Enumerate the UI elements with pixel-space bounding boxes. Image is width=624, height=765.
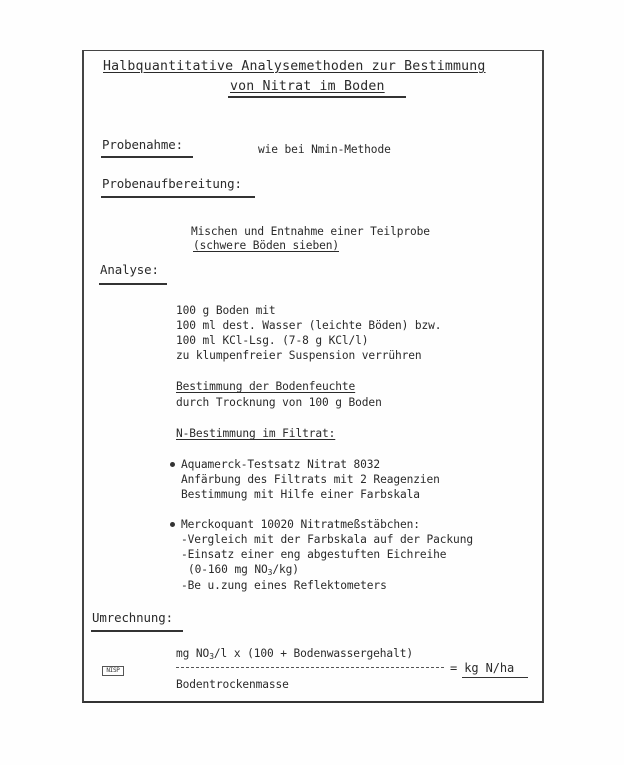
bodenfeuchte-heading: Bestimmung der Bodenfeuchte: [176, 380, 356, 393]
analyse-line-2: 100 ml dest. Wasser (leichte Böden) bzw.: [176, 319, 442, 332]
document-title-line1: Halbquantitative Analysemethoden zur Bestimmung: [103, 59, 486, 74]
method2-line-1: Merckoquant 10020 Nitratmeßstäbchen:: [181, 518, 420, 531]
method1-line-2: Anfärbung des Filtrats mit 2 Reagenzien: [181, 473, 440, 486]
formula-result: = kg N/ha: [450, 661, 515, 675]
formula-numerator: [176, 648, 413, 661]
filtrat-heading: N-Bestimmung im Filtrat:: [176, 427, 336, 440]
probenahme-text: wie bei Nmin-Methode: [258, 143, 391, 156]
title-underline: [228, 96, 406, 98]
umrechnung-underline: [91, 630, 183, 632]
result-underline: [462, 677, 528, 678]
method2-line-4: [188, 564, 299, 577]
method2-line-5: -Be u.zung eines Reflektometers: [181, 579, 387, 592]
analyse-heading: Analyse:: [100, 262, 159, 277]
formula-denominator: Bodentrockenmasse: [176, 678, 289, 691]
method1-line-3: Bestimmung mit Hilfe einer Farbskala: [181, 488, 420, 501]
method2-line-4-pre: (0-160 mg NO: [188, 563, 268, 576]
bodenfeuchte-text: durch Trocknung von 100 g Boden: [176, 396, 382, 409]
numerator-post: /l x (100 + Bodenwassergehalt): [213, 647, 413, 660]
method2-line-4-sub: 3: [267, 568, 273, 577]
bullet-icon: [170, 462, 175, 467]
fraction-line: [176, 667, 444, 668]
stamp-logo: NISP: [102, 666, 124, 676]
analyse-underline: [99, 283, 167, 285]
analyse-line-4: zu klumpenfreier Suspension verrühren: [176, 349, 422, 362]
analyse-line-1: 100 g Boden mit: [176, 304, 276, 317]
bullet-icon: [170, 522, 175, 527]
numerator-sub: 3: [209, 652, 214, 661]
method1-line-1: Aquamerck-Testsatz Nitrat 8032: [181, 458, 381, 471]
probenahme-underline: [101, 156, 193, 158]
probenaufbereitung-heading: Probenaufbereitung:: [102, 176, 242, 191]
analyse-line-3: 100 ml KCl-Lsg. (7-8 g KCl/l): [176, 334, 369, 347]
probenaufbereitung-line1: Mischen und Entnahme einer Teilprobe: [191, 225, 430, 238]
umrechnung-heading: Umrechnung:: [92, 610, 173, 625]
method2-line-3: -Einsatz einer eng abgestuften Eichreihe: [181, 548, 447, 561]
probenaufbereitung-line2: (schwere Böden sieben): [193, 239, 339, 252]
document-title-line2: von Nitrat im Boden: [230, 79, 385, 94]
probenahme-heading: Probenahme:: [102, 137, 183, 152]
numerator-pre: mg NO: [176, 647, 210, 660]
method2-line-4-tail: /kg): [272, 563, 299, 576]
probenaufbereitung-underline: [101, 196, 255, 198]
method2-line-2: -Vergleich mit der Farbskala auf der Packung: [181, 533, 473, 546]
